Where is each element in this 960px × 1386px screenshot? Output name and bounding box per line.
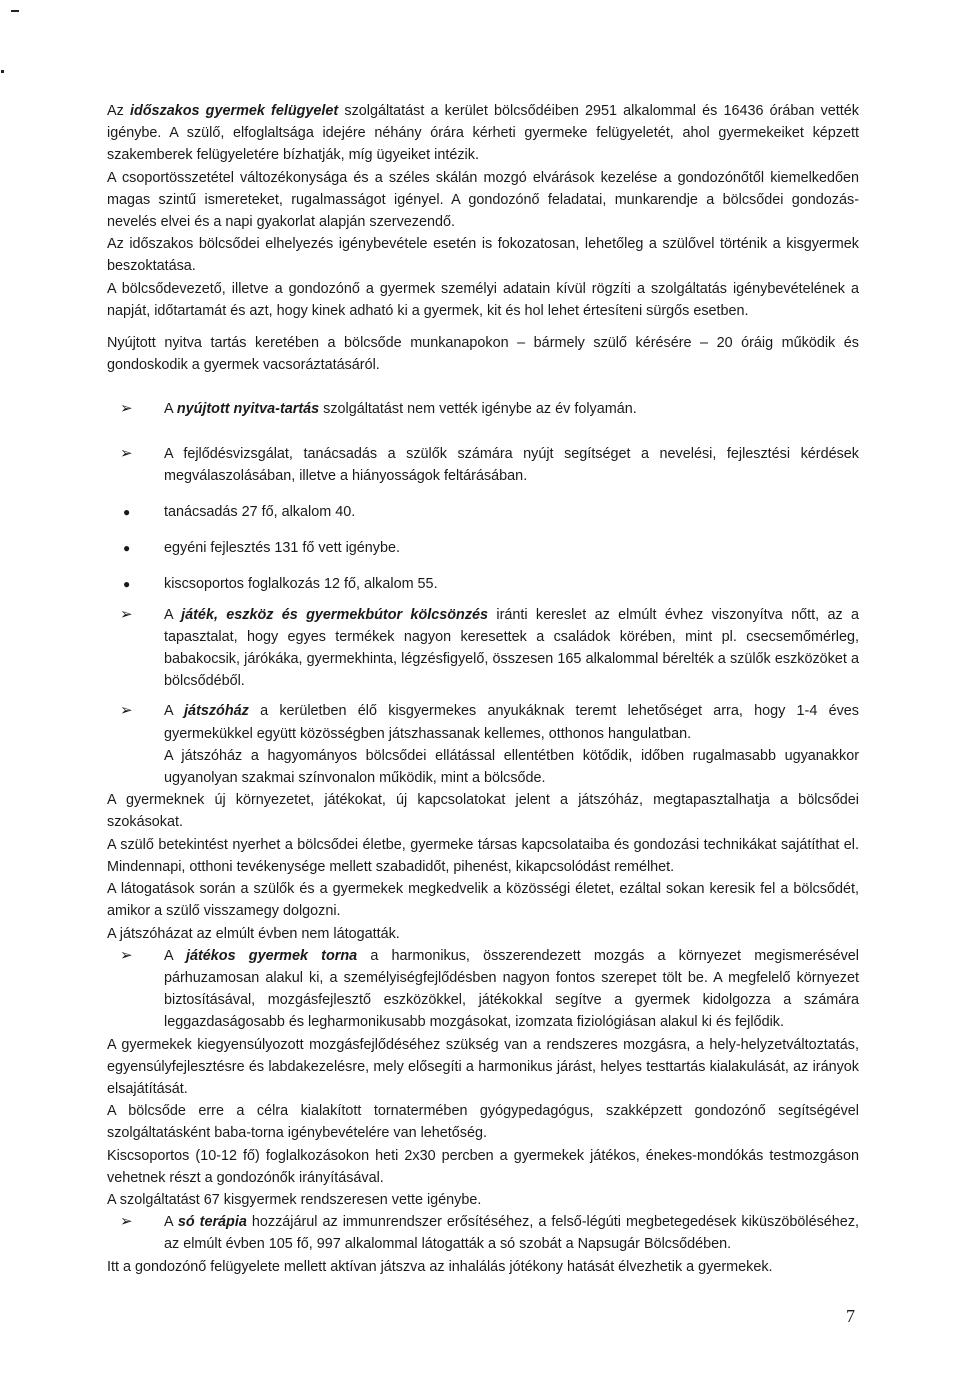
list-item-small-group: ● kiscsoportos foglalkozás 12 fő, alkalom 55. xyxy=(107,573,859,595)
document-body xyxy=(107,100,859,1278)
paragraph-movement: A gyermekek kiegyensúlyozott mozgásfejlődéséhez szükség van a rendszeres mozgásra, a hely-helyzetváltoztatás, egyensúlyfejlesztésre és labdakezelésre, mely elősegíti a harmonikus járást, helyes testtartás kialakulását, az irányok elsajátítását. xyxy=(107,1036,859,1097)
paragraph-inhalation: Itt a gondozónő felügyelete mellett aktívan játszva az inhalálás jótékony hatását élvezhetik a gyermekek. xyxy=(107,1258,773,1275)
bullet-salt-therapy: ➢ A só terápia hozzájárul az immunrendszer erősítéséhez, a felső-légúti megbetegedések kiküszöböléséhez, az elmúlt évben 105 fő, 997 alkalommal látogatták a só szobát a Napsugár Bölcsődében. xyxy=(120,1213,860,1253)
bullet-toy-rental: ➢ A játék, eszköz és gyermekbútor kölcsönzés iránti kereslet az elmúlt évhez viszonyítva nőtt, az a tapasztalat, hogy egyes termékek nagyon keresettek a családok körében, mint pl. csecsemőmérleg, babakocsik, járókáka, gyermekhinta, légzésfigyelő, összesen 165 alkalommal bérelték a szülők eszközöket a bölcsődéből. xyxy=(120,605,859,690)
dot-bullet-icon: ● xyxy=(123,541,131,556)
list-item-individual-development: ● egyéni fejlesztés 131 fő vett igénybe. xyxy=(107,537,859,559)
paragraph-playhouse-visits: A látogatások során a szülők és a gyermekek megkedvelik a közösségi életet, ezáltal sokan keresik fel a bölcsődét, amikor a szülő visszamegy dolgozni. xyxy=(107,881,859,920)
paragraph-records: A bölcsődevezető, illetve a gondozónő a gyermek személyi adatain kívül rögzíti a szolgáltatás igénybevételének a napját, időtartamát és azt, hogy kinek adható ki a gyermek, kit és hol lehet értesíteni sürgős esetben. xyxy=(107,280,859,319)
paragraph-extended-hours: Nyújtott nyitva tartás keretében a bölcsőde munkanapokon – bármely szülő kérésére – 20 óráig működik és gondoskodik a gyermek vacsoráztatásáról. xyxy=(107,335,859,374)
bullet-development-assessment: ➢ A fejlődésvizsgálat, tanácsadás a szülők számára nyújt segítséget a nevelési, fejlesztési kérdések megválaszolásában, illetve a hiányosságok feltárásában. xyxy=(120,444,859,484)
paragraph-small-group-sessions: Kiscsoportos (10-12 fő) foglalkozásokon heti 2x30 percben a gyermekek játékos, énekes-mondókás testmozgáson vehetnek részt a gondozónők irányításával. xyxy=(107,1147,859,1186)
paragraph-group-composition: A csoportösszetétel változékonysága és a széles skálán mozgó elvárások kezelése a gondozónőtől kiemelkedően magas szintű ismereteket, rugalmasságot igényel. A gondozónő feladatai, munkarendje a bölcsődei gondozás-nevelés elvei és a napi gyakorlat alapján szervezendő. xyxy=(107,169,859,231)
paragraph-settling-in: Az időszakos bölcsődei elhelyezés igénybevétele esetén is fokozatosan, lehetőleg a szülővel történik a kisgyermek beszoktatása. xyxy=(107,236,859,275)
dot-bullet-icon: ● xyxy=(123,505,131,520)
bullet-extended-hours: ➢ A nyújtott nyitva-tartás szolgáltatást nem vették igénybe az év folyamán. xyxy=(107,398,859,420)
bullet-gymnastics: ➢ A játékos gyermek torna a harmonikus, összerendezett mozgás a környezet megismerésével párhuzamosan alakul ki, a személyiségfejlődésben nagyon fontos szerepet tölt be. A megfelelő környezet biztosításával, mozgásfejlesztő eszközökkel, játékokkal segítve a gyermek kidolgozza a számára leggazdaságosabb és legharmonikusabb mozgásokat, izomzata fiziológiásan alakul ki és fejlődik. xyxy=(120,946,859,1031)
paragraph-gym-usage: A szolgáltatást 67 kisgyermek rendszeresen vette igénybe. xyxy=(107,1191,482,1208)
arrow-bullet-icon: ➢ xyxy=(120,444,133,462)
arrow-bullet-icon: ➢ xyxy=(120,400,133,418)
paragraph-playhouse-parent: A szülő betekintést nyerhet a bölcsődei életbe, gyermeke társas kapcsolataiba és gondozási technikákat sajátíthat el. Mindennapi, otthoni tevékenysége mellett szabadidőt, pihenést, kikapcsolódást remélhet. xyxy=(107,836,859,875)
dot-bullet-icon: ● xyxy=(123,577,131,592)
list-item-counselling: ● tanácsadás 27 fő, alkalom 40. xyxy=(107,501,859,523)
paragraph-intro: Az időszakos gyermek felügyelet szolgáltatást a kerület bölcsődéiben 2951 alkalommal és 16436 órában vették igénybe. A szülő, elfoglaltsága idejére néhány órára kérheti gyermeke felügyeletét, ahol gyermekeiket képzett szakemberek felügyeletére bízhatják, míg ügyeiket intézik. xyxy=(107,103,859,164)
paragraph-playhouse-child: A gyermeknek új környezetet, játékokat, új kapcsolatokat jelent a játszóház, megtapasztalhatja a bölcsődei szokásokat. xyxy=(107,792,859,831)
bullet-playhouse: ➢ A játszóház a kerületben élő kisgyermekes anyukáknak teremt lehetőséget arra, hogy 1-4 éves gyermekükkel együtt közösségben játszhassanak kellemes, otthonos hangulatban. A játszóház a hagyományos bölcsődei ellátással ellentétben kötődik, időben rugalmasabb ugyanakkor ugyanolyan szakmai színvonalon működik, mint a bölcsőde. xyxy=(120,702,859,787)
arrow-bullet-icon: ➢ xyxy=(120,702,133,720)
arrow-bullet-icon: ➢ xyxy=(120,605,133,623)
paragraph-gym-room: A bölcsőde erre a célra kialakított tornatermében gyógypedagógus, szakképzett gondozónő segítségével szolgáltatásként baba-torna igénybevételére van lehetőség. xyxy=(107,1103,859,1142)
scan-mark-top xyxy=(11,10,19,12)
paragraph-playhouse-last-year: A játszóházat az elmúlt évben nem látogatták. xyxy=(107,925,400,942)
arrow-bullet-icon: ➢ xyxy=(120,946,133,964)
page-number: 7 xyxy=(846,1306,855,1326)
scan-mark-left xyxy=(1,70,4,73)
arrow-bullet-icon: ➢ xyxy=(120,1213,133,1231)
